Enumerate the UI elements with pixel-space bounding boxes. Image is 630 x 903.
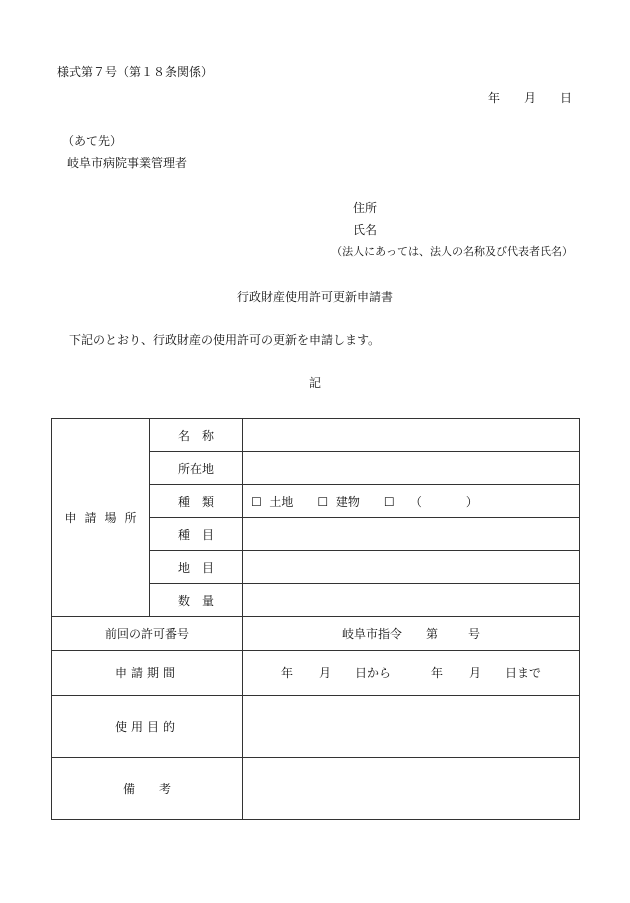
period-year: 年 [280, 666, 293, 681]
land-option-label: 土地 [269, 494, 294, 509]
ki-heading: 記 [308, 376, 321, 390]
land-checkbox[interactable] [251, 493, 293, 510]
date-line [488, 92, 572, 104]
applicant-address-label: 住所 [353, 201, 378, 215]
corporation-note: （法人にあっては、法人の名称及び代表者氏名） [331, 245, 573, 258]
period-label: 申請期間 [52, 650, 243, 695]
land-category-row-label: 地 目 [150, 551, 243, 584]
previous-permit-field[interactable] [243, 617, 580, 650]
form-number: 様式第７号（第１８条関係） [57, 65, 214, 79]
application-table [51, 418, 580, 820]
period-year-2: 年 [431, 666, 444, 681]
addressee-heading: （あて先） [62, 134, 123, 148]
quantity-row-label: 数 量 [150, 584, 243, 617]
kind-options [243, 485, 580, 518]
location-row-label: 所在地 [150, 452, 243, 485]
date-year-label: 年 [487, 91, 500, 105]
period-from: 日から [354, 666, 391, 681]
other-close-paren: ） [465, 494, 478, 509]
checkbox-icon: ☐ [317, 494, 329, 509]
building-checkbox[interactable] [317, 493, 359, 510]
location-group-label: 申請場所 [52, 419, 150, 617]
lead-sentence: 下記のとおり、行政財産の使用許可の更新を申請します。 [69, 333, 381, 347]
checkbox-icon: ☐ [251, 494, 262, 509]
date-month-label: 月 [523, 91, 536, 105]
item-row-label: 種 目 [150, 518, 243, 551]
quantity-field[interactable] [243, 584, 580, 617]
other-checkbox[interactable] [384, 493, 478, 510]
addressee-name: 岐阜市病院事業管理者 [67, 156, 188, 170]
remarks-field[interactable] [243, 757, 580, 819]
name-field[interactable] [243, 419, 580, 452]
purpose-field[interactable] [243, 695, 580, 757]
period-month: 月 [318, 666, 331, 681]
item-field[interactable] [243, 518, 580, 551]
land-category-field[interactable] [243, 551, 580, 584]
table-row [52, 617, 580, 650]
name-row-label: 名 称 [150, 419, 243, 452]
permit-dai: 第 [425, 627, 438, 641]
document-title: 行政財産使用許可更新申請書 [236, 290, 393, 304]
purpose-label: 使用目的 [52, 695, 243, 757]
table-row [52, 650, 580, 695]
remarks-label: 備 考 [52, 757, 243, 819]
kind-row-label: 種 類 [150, 485, 243, 518]
location-field[interactable] [243, 452, 580, 485]
permit-prefix: 岐阜市指令 [341, 627, 402, 641]
period-field[interactable] [243, 650, 580, 695]
period-month-2: 月 [469, 666, 482, 681]
table-row [52, 419, 580, 452]
building-option-label: 建物 [335, 494, 360, 509]
permit-go: 号 [468, 627, 481, 641]
applicant-name-label: 氏名 [353, 223, 378, 237]
period-to: 日まで [505, 666, 542, 681]
previous-permit-label: 前回の許可番号 [52, 617, 243, 650]
table-row [52, 695, 580, 757]
other-open-paren: （ [409, 494, 422, 509]
table-row [52, 757, 580, 819]
date-day-label: 日 [559, 91, 572, 105]
checkbox-icon: ☐ [383, 494, 395, 509]
